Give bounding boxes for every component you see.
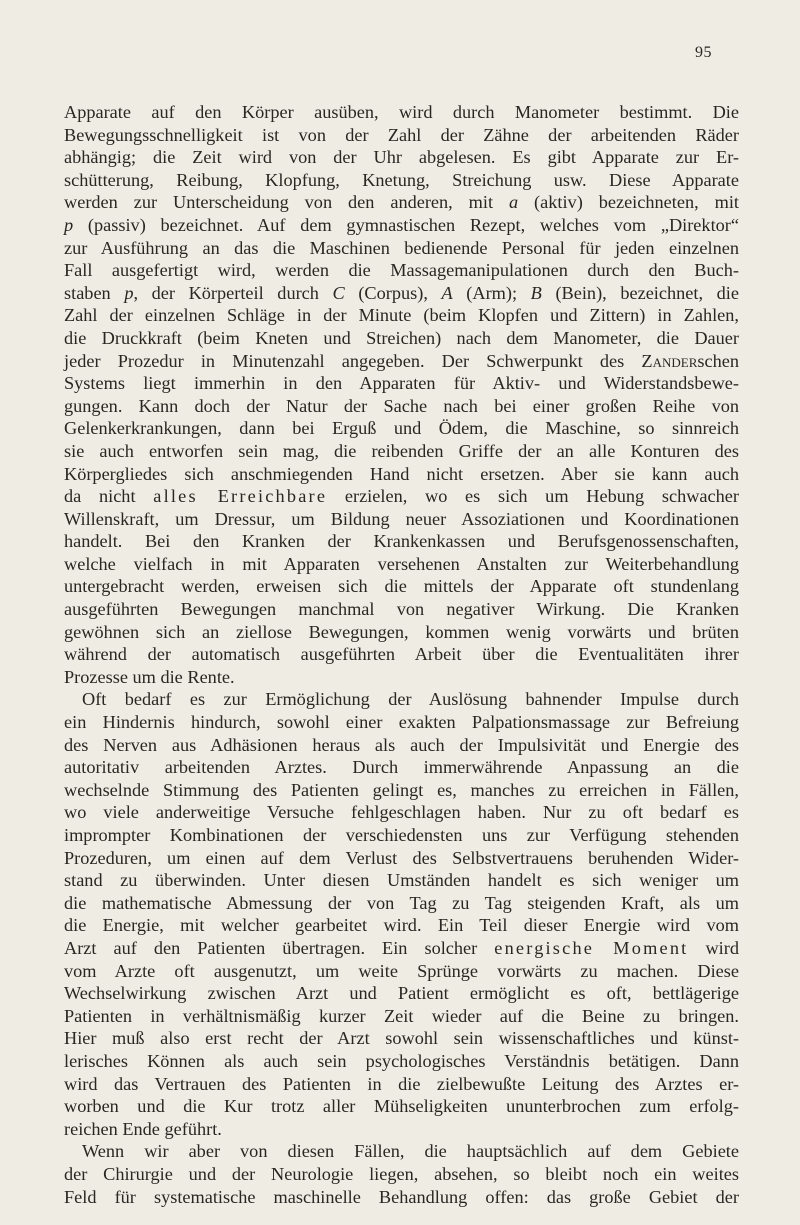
text-line: Willenskraft, um Dressur, um Bildung neuer Assoziationen und Koordinationen [64,508,739,529]
text-line: gewöhnen sich an ziellose Bewegungen, kommen wenig vorwärts und brüten [64,621,739,642]
text-line: welche vielfach in mit Apparaten versehenen Anstalten zur Weiterbehandlung [64,553,739,574]
text-line: imprompter Kombinationen der verschiedensten uns zur Verfügung stehenden [64,825,739,845]
text-line: vom Arzte oft ausgenutzt, um weite Sprünge vorwärts zu machen. Diese [64,960,739,981]
text-line: Hier muß also erst recht der Arzt sowohl sein wissenschaftliches und künst- [64,1028,739,1049]
text-line: da nicht alles Erreichbare erzielen, wo es sich um Hebung schwacher [64,486,740,507]
page-number: 95 [695,44,712,61]
text-line: untergebracht werden, erweisen sich die mittels der Apparate oft stundenlang [64,576,739,597]
text-line: Fall ausgefertigt wird, werden die Massagemanipulationen durch den Buch- [64,260,739,281]
text-line: die Energie, mit welcher gearbeitet wird. Ein Teil dieser Energie wird vom [64,915,739,936]
paragraph-start-line: Oft bedarf es zur Ermöglichung der Auslösung bahnender Impulse durch [82,689,739,710]
text-line: Feld für systematische maschinelle Behandlung offen: das große Gebiet der [64,1186,739,1207]
text-line: wo viele anderweitige Versuche fehlgeschlagen haben. Nur zu oft bedarf es [64,802,739,823]
text-line: des Nerven aus Adhäsionen heraus als auch der Impulsivität und Energie des [64,734,739,755]
text-line: abhängig; die Zeit wird von der Uhr abgelesen. Es gibt Apparate zur Er- [64,147,739,168]
text-line: Prozeduren, um einen auf dem Verlust des Selbstvertrauens beruhenden Wider- [64,847,739,868]
text-line: die mathematische Abmessung der von Tag zu Tag steigenden Kraft, als um [64,892,739,913]
text-line: Zahl der einzelnen Schläge in der Minute (beim Klopfen und Zittern) in Zahlen, [64,305,739,326]
text-line: p (passiv) bezeichnet. Auf dem gymnastischen Rezept, welches vom „Direktor“ [64,214,739,235]
text-line: jeder Prozedur in Minutenzahl angegeben. Der Schwerpunkt des Zanderschen [64,350,739,371]
text-line: worben und die Kur trotz aller Mühseligkeiten ununterbrochen zum erfolg- [64,1096,739,1117]
text-line: zur Ausführung an das die Maschinen bedienende Personal für jeden einzelnen [64,237,739,258]
text-line: Arzt auf den Patienten übertragen. Ein solcher energische Moment wird [64,937,739,958]
text-line: sie auch entworfen sein mag, die reibenden Griffe der an alle Konturen des [64,440,739,461]
text-line: ein Hindernis hindurch, sowohl einer exakten Palpationsmassage zur Befreiung [64,712,739,733]
text-line: Bewegungsschnelligkeit ist von der Zahl der Zähne der arbeitenden Räder [64,124,739,145]
text-line: autoritativ arbeitenden Arztes. Durch immerwährende Anpassung an die [64,757,739,778]
body-text [64,101,739,1208]
text-line: staben p, der Körperteil durch C (Corpus), A (Arm); B (Bein), bezeichnet, die [64,282,739,303]
paragraph-end-line: Prozesse um die Rente. [64,666,235,687]
text-line: lerisches Können als auch sein psychologisches Verständnis betätigen. Dann [64,1050,739,1071]
text-line: wechselnde Stimmung des Patienten gelingt es, manches zu erreichen in Fällen, [64,779,739,800]
paragraph-end-line: reichen Ende geführt. [64,1118,222,1139]
paragraph-start-line: Wenn wir aber von diesen Fällen, die hauptsächlich auf dem Gebiete [82,1141,739,1162]
text-line: Körpergliedes sich anschmiegenden Hand nicht ersetzen. Aber sie kann auch [64,463,739,484]
text-line: Apparate auf den Körper ausüben, wird durch Manometer bestimmt. Die [64,102,739,122]
text-line: während der automatisch ausgeführten Arbeit über die Eventualitäten ihrer [64,644,739,665]
text-line: werden zur Unterscheidung von den anderen, mit a (aktiv) bezeichneten, mit [64,192,739,213]
text-line: der Chirurgie und der Neurologie liegen, absehen, so bleibt noch ein weites [64,1163,739,1184]
text-line: Patienten in verhältnismäßig kurzer Zeit wieder auf die Beine zu bringen. [64,1005,739,1026]
text-line: Systems liegt immerhin in den Apparaten für Aktiv- und Widerstandsbewe- [64,373,739,394]
text-line: schütterung, Reibung, Klopfung, Knetung, Streichung usw. Diese Apparate [64,169,739,190]
text-line: stand zu überwinden. Unter diesen Umständen handelt es sich weniger um [64,870,739,891]
text-line: Wechselwirkung zwischen Arzt und Patient ermöglicht es oft, bettlägerige [64,983,739,1004]
text-line: gungen. Kann doch der Natur der Sache nach bei einer großen Reihe von [64,395,739,416]
text-line: handelt. Bei den Kranken der Krankenkassen und Berufsgenossenschaften, [64,531,739,552]
text-line: Gelenkerkrankungen, dann bei Erguß und Ödem, die Maschine, so sinnreich [64,418,739,439]
text-line: wird das Vertrauen des Patienten in die zielbewußte Leitung des Arztes er- [64,1073,739,1094]
text-line: ausgeführten Bewegungen manchmal von negativer Wirkung. Die Kranken [64,599,739,620]
text-line: die Druckkraft (beim Kneten und Streichen) nach dem Manometer, die Dauer [64,327,739,348]
